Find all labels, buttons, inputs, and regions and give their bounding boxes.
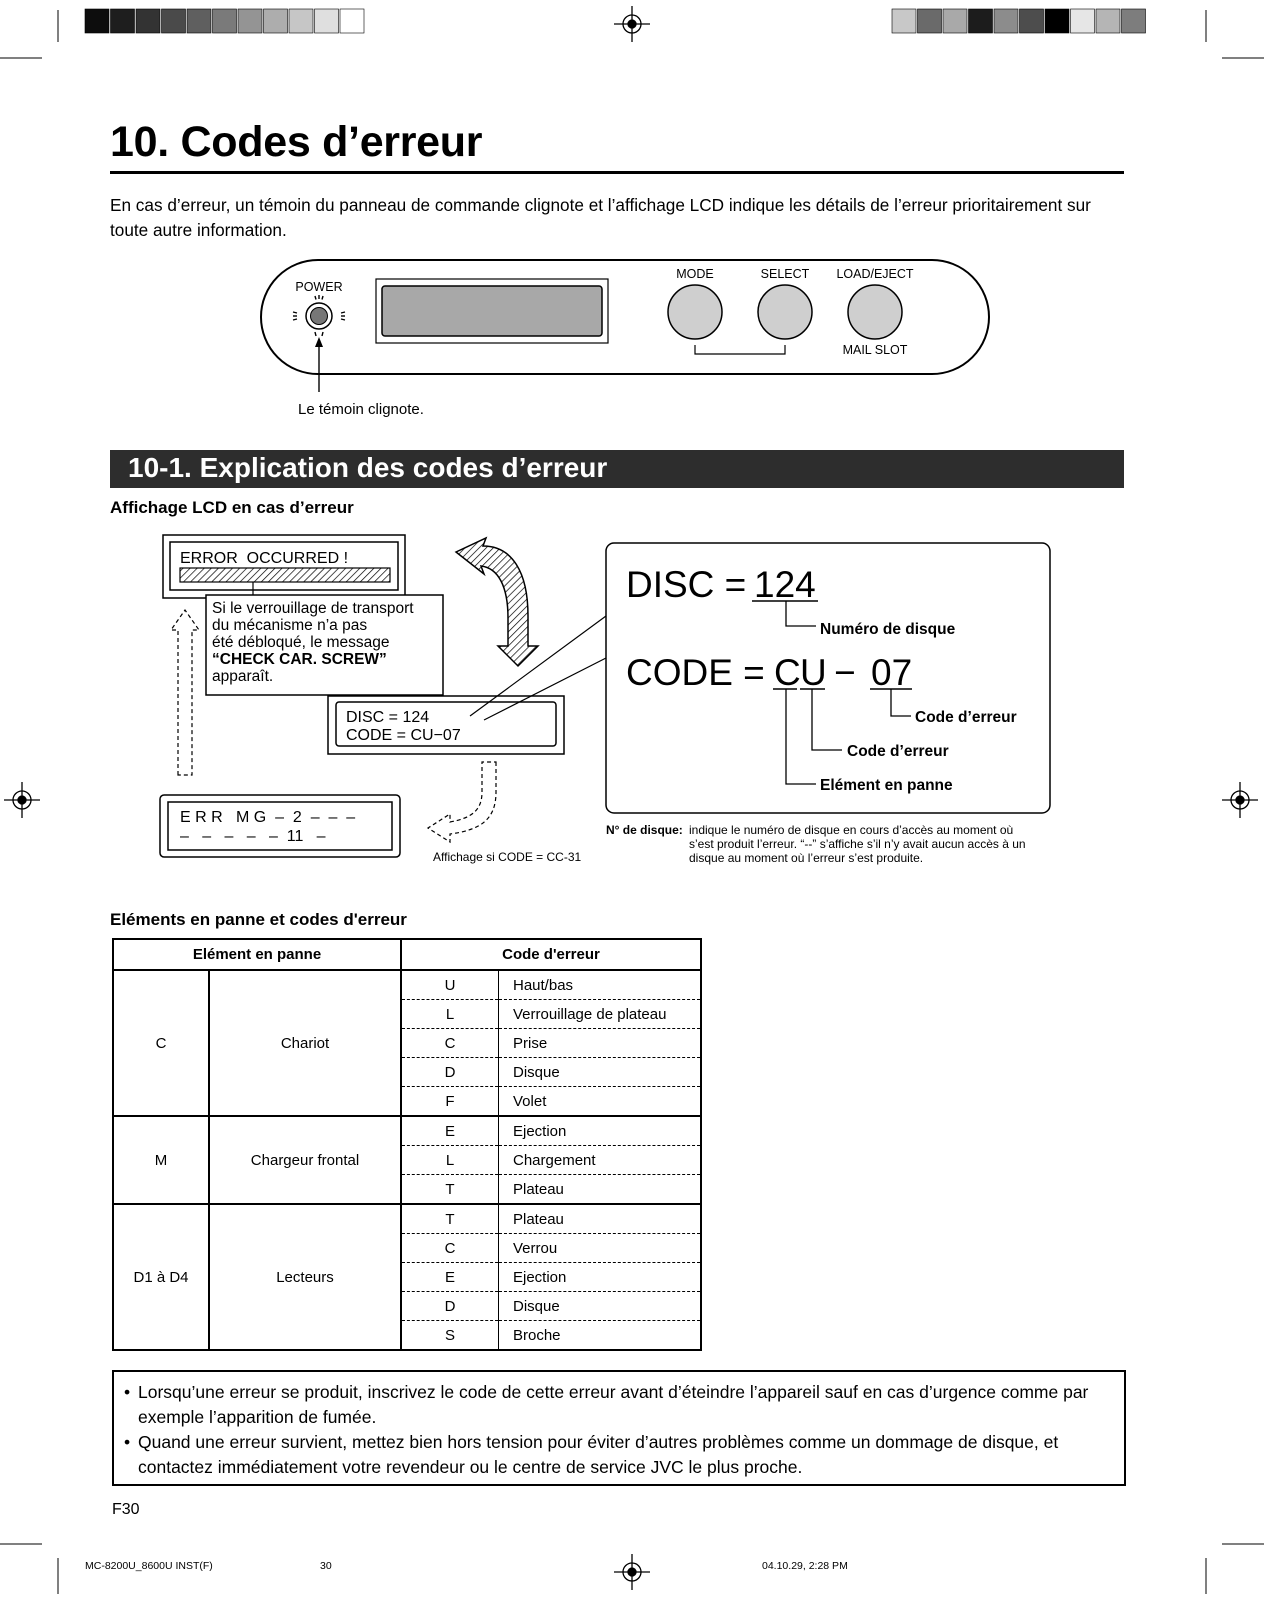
error-code-cell: L	[401, 1146, 499, 1175]
select-label: SELECT	[760, 267, 810, 281]
page-title: 10. Codes d’erreur	[110, 118, 483, 166]
color-swatches-right	[892, 9, 1146, 33]
color-swatch	[1020, 9, 1044, 33]
load-eject-label: LOAD/EJECT	[836, 267, 914, 281]
lcd-code-line: CODE = CU−07	[346, 727, 461, 744]
footer-file: MC-8200U_8600U INST(F)	[85, 1560, 213, 1572]
select-button	[758, 285, 812, 339]
note-text: Quand une erreur survient, mettez bien hors tension pour éviter d’autres problèmes comme un dommage de disque, et contactez immédiatement votre revendeur ou le centre de service JVC le plus proche.	[138, 1432, 1059, 1477]
error-code-cell: E	[401, 1263, 499, 1292]
error-code-cell: C	[401, 1029, 499, 1058]
error-code-cell: T	[401, 1204, 499, 1234]
color-swatches-left	[85, 9, 364, 33]
big-code-number: 07	[871, 652, 913, 693]
color-swatch	[340, 9, 364, 33]
callout-line-1: Si le verrouillage de transport	[212, 600, 414, 617]
section-title: 10-1. Explication des codes d’erreur	[128, 452, 608, 483]
bullet-icon: •	[124, 1382, 131, 1402]
big-disc-value: 124	[754, 564, 816, 605]
hatched-message-bar	[180, 568, 390, 582]
element-code-cell: D1 à D4	[113, 1204, 209, 1350]
power-label: POWER	[295, 280, 343, 294]
error-code-table	[112, 938, 702, 1351]
bullet-icon: •	[124, 1432, 131, 1452]
dashed-curved-arrow-icon	[428, 762, 496, 842]
footer-page: 30	[320, 1560, 332, 1572]
error-code-cell: F	[401, 1087, 499, 1117]
color-swatch	[238, 9, 262, 33]
note-text: Lorsqu’une erreur se produit, inscrivez le code de cette erreur avant d’éteindre l’appareil sauf en cas d’urgence comme par exemple l’apparition de fumée.	[138, 1382, 1089, 1427]
error-desc-cell: Verrou	[499, 1234, 702, 1263]
footer-date: 04.10.29, 2:28 PM	[762, 1560, 848, 1572]
table-row	[113, 1116, 701, 1146]
mg-line-2: – – – – – 11 –	[180, 828, 326, 845]
error-desc-cell: Ejection	[499, 1116, 702, 1146]
color-swatch	[1122, 9, 1146, 33]
col-header-element: Elément en panne	[113, 939, 401, 970]
error-desc-cell: Disque	[499, 1058, 702, 1087]
callout-line-3: été débloqué, le message	[212, 634, 390, 651]
mode-label: MODE	[676, 267, 714, 281]
notes-box	[112, 1370, 1126, 1486]
element-name-cell: Chargeur frontal	[209, 1116, 401, 1204]
error-occurred-text: ERROR OCCURRED !	[180, 550, 349, 567]
title-rule	[110, 171, 1124, 174]
error-desc-cell: Disque	[499, 1292, 702, 1321]
error-desc-cell: Volet	[499, 1087, 702, 1117]
error-code-cell: C	[401, 1234, 499, 1263]
label-error-code-2: Code d’erreur	[847, 743, 949, 760]
col-header-code: Code d'erreur	[401, 939, 701, 970]
element-name-cell: Chariot	[209, 970, 401, 1116]
error-desc-cell: Chargement	[499, 1146, 702, 1175]
error-code-cell: E	[401, 1116, 499, 1146]
label-error-code-1: Code d’erreur	[915, 709, 1017, 726]
color-swatch	[111, 9, 135, 33]
mail-slot-label: MAIL SLOT	[842, 343, 908, 357]
load-eject-button	[848, 285, 902, 339]
error-code-cell: L	[401, 1000, 499, 1029]
error-desc-cell: Haut/bas	[499, 970, 702, 1000]
mode-button	[668, 285, 722, 339]
note-item	[124, 1430, 1112, 1480]
color-swatch	[213, 9, 237, 33]
disc-note-line-2: s’est produit l’erreur. “--” s’affiche s’il n’y avait aucun accès à un	[689, 837, 1026, 851]
color-swatch	[1045, 9, 1069, 33]
table-heading: Eléments en panne et codes d'erreur	[110, 910, 407, 929]
color-swatch	[969, 9, 993, 33]
page-number: F30	[112, 1501, 140, 1518]
disc-note-line-1: indique le numéro de disque en cours d’accès au moment où	[689, 823, 1014, 837]
error-desc-cell: Broche	[499, 1321, 702, 1351]
lcd-screen	[382, 286, 602, 336]
disc-note-term: N° de disque:	[606, 823, 683, 837]
lcd-error-diagram	[150, 530, 1085, 885]
disc-note-line-3: disque au moment où l’erreur s’est produite.	[689, 851, 924, 865]
error-desc-cell: Plateau	[499, 1204, 702, 1234]
front-panel-diagram	[255, 255, 995, 430]
color-swatch	[264, 9, 288, 33]
big-code-element: C	[774, 652, 801, 693]
big-code-dash: −	[834, 652, 856, 693]
cc31-caption: Affichage si CODE = CC-31	[433, 850, 582, 864]
error-code-cell: D	[401, 1058, 499, 1087]
error-desc-cell: Ejection	[499, 1263, 702, 1292]
callout-line-2: du mécanisme n’a pas	[212, 617, 368, 634]
big-code-prefix: CODE =	[626, 652, 776, 693]
color-swatch	[918, 9, 942, 33]
color-swatch	[943, 9, 967, 33]
table-row	[113, 1204, 701, 1234]
element-name-cell: Lecteurs	[209, 1204, 401, 1350]
color-swatch	[1071, 9, 1095, 33]
color-swatch	[994, 9, 1018, 33]
color-swatch	[315, 9, 339, 33]
registration-mark-bottom	[614, 1554, 650, 1590]
callout-line-5: apparaît.	[212, 668, 274, 685]
error-desc-cell: Verrouillage de plateau	[499, 1000, 702, 1029]
table-row	[113, 970, 701, 1000]
blink-caption: Le témoin clignote.	[298, 401, 424, 418]
element-code-cell: C	[113, 970, 209, 1116]
label-faulty-element: Elément en panne	[820, 777, 953, 794]
color-swatch	[85, 9, 109, 33]
mg-line-1: E R R M G – 2 – – –	[180, 809, 356, 826]
error-desc-cell: Prise	[499, 1029, 702, 1058]
error-code-cell: S	[401, 1321, 499, 1351]
error-code-cell: D	[401, 1292, 499, 1321]
error-desc-cell: Plateau	[499, 1175, 702, 1205]
color-swatch	[187, 9, 211, 33]
big-disc-prefix: DISC =	[626, 564, 757, 605]
callout-message: “CHECK CAR. SCREW”	[212, 651, 387, 668]
error-code-cell: T	[401, 1175, 499, 1205]
color-swatch	[892, 9, 916, 33]
color-swatch	[1096, 9, 1120, 33]
lcd-heading: Affichage LCD en cas d’erreur	[110, 498, 354, 517]
registration-mark-left	[4, 782, 40, 818]
note-item	[124, 1380, 1112, 1430]
big-code-type: U	[800, 652, 827, 693]
color-swatch	[136, 9, 160, 33]
dashed-up-arrow-icon	[171, 610, 199, 775]
error-code-cell: U	[401, 970, 499, 1000]
label-disc-number: Numéro de disque	[820, 621, 956, 638]
intro-paragraph: En cas d’erreur, un témoin du panneau de commande clignote et l’affichage LCD indique les détails de l’erreur prioritairement sur toute autre information.	[110, 195, 1091, 240]
lcd-disc-line: DISC = 124	[346, 709, 430, 726]
element-code-cell: M	[113, 1116, 209, 1204]
cycle-arrow-icon	[456, 538, 538, 666]
registration-mark-right	[1222, 782, 1258, 818]
color-swatch	[289, 9, 313, 33]
registration-mark-top	[614, 6, 650, 42]
color-swatch	[162, 9, 186, 33]
